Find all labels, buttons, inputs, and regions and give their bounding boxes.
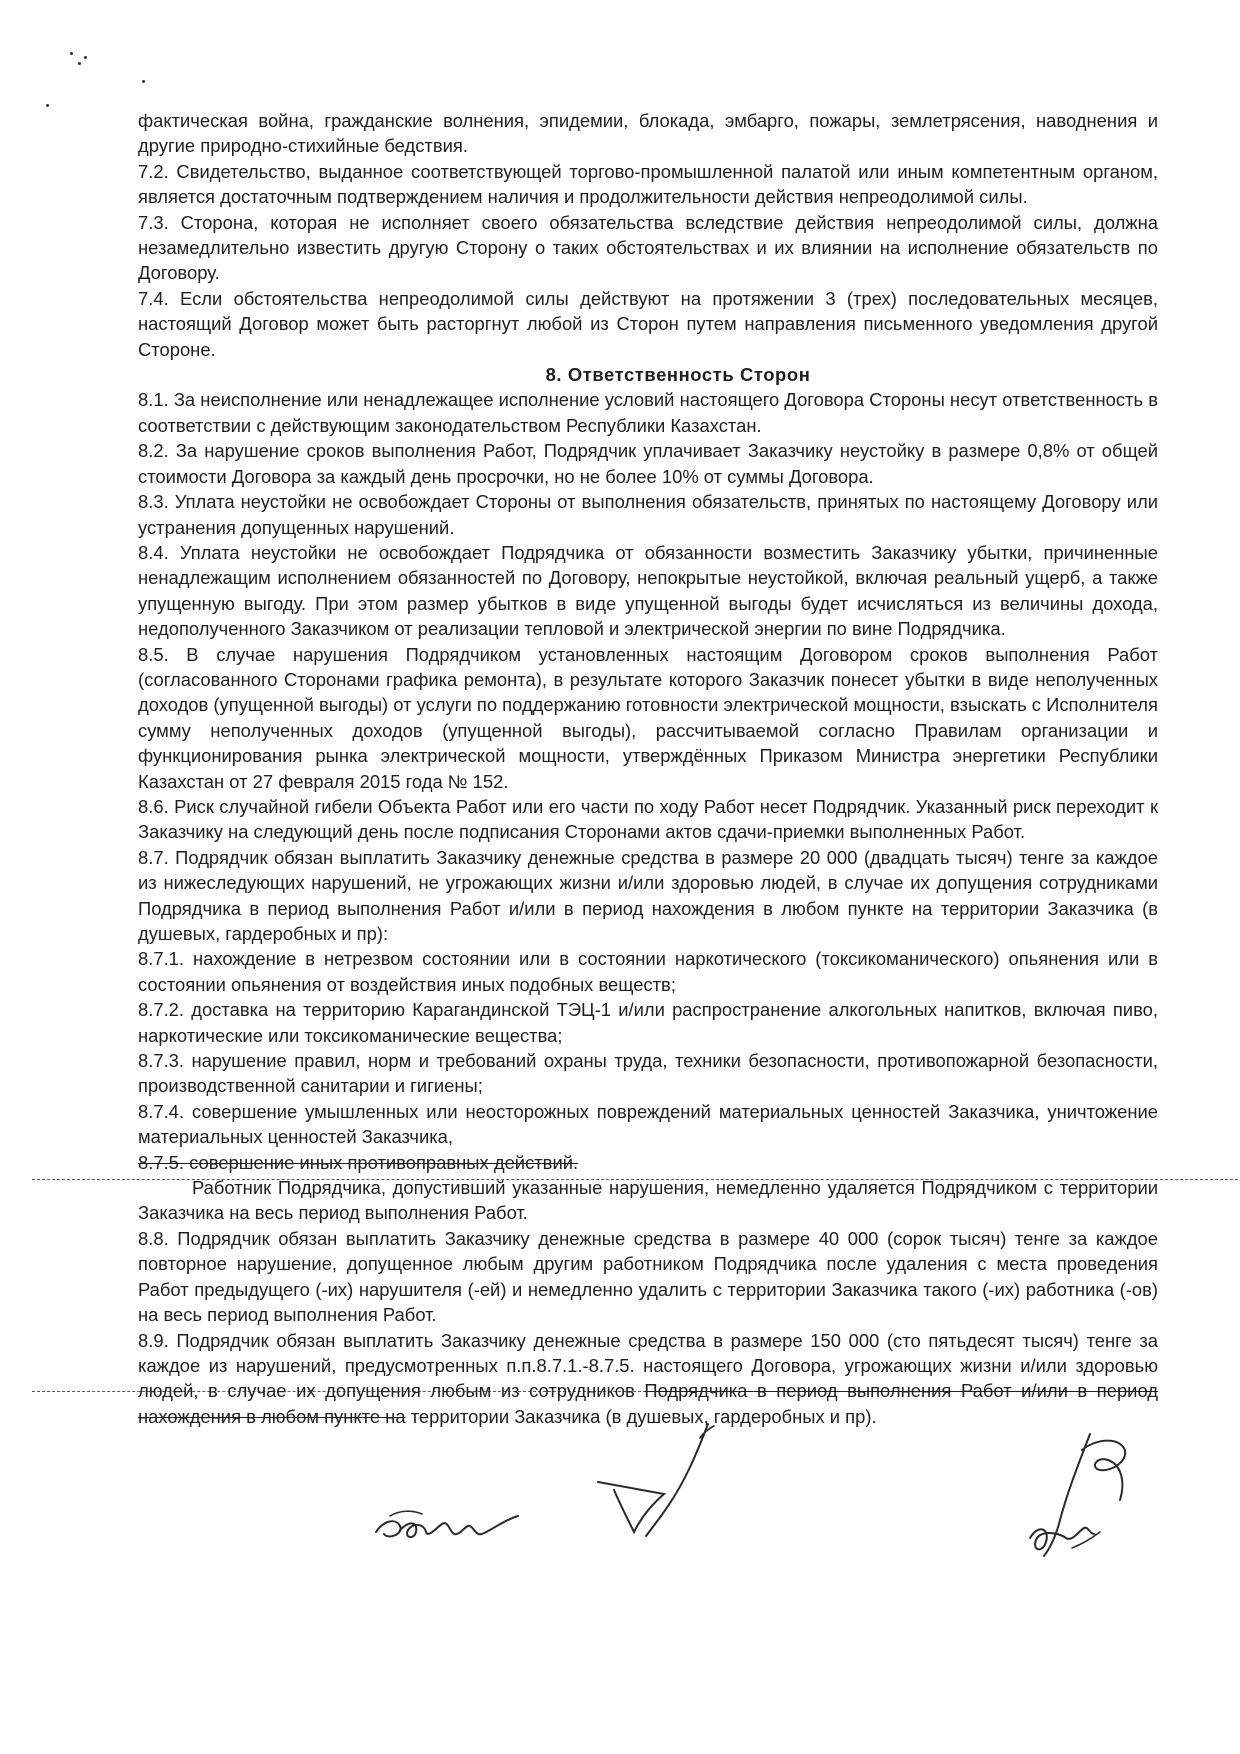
paragraph: 8.2. За нарушение сроков выполнения Работ, Подрядчик уплачивает Заказчику неустойку в размере 0,8% от общей стоимости Договора за каждый день просрочки, но не более 10% от суммы Договора. [138, 440, 1158, 487]
paragraph-8-9-tail: территории Заказчика (в душевых, гардеробных и пр). [410, 1405, 877, 1427]
signature-middle [590, 1420, 740, 1550]
paragraph-8-9 [138, 1328, 1158, 1430]
paragraph: 8.7.4. совершение умышленных или неосторожных повреждений материальных ценностей Заказчика, уничтожение материальных ценностей Заказчика, [138, 1100, 1158, 1148]
paragraph: 8.7.1. нахождение в нетрезвом состоянии или в состоянии наркотического (токсикоманического) опьянения или в состоянии опьянения от воздействия иных подобных веществ; [138, 948, 1158, 995]
paragraph: 8.6. Риск случайной гибели Объекта Работ или его части по ходу Работ несет Подрядчик. Указанный риск переходит к Заказчику на следующий день после подписания Сторонами актов сдачи-приемки выполненных Работ. [138, 795, 1158, 843]
paragraph: 8.7.3. нарушение правил, норм и требований охраны труда, техники безопасности, противопожарной безопасности, производственной санитарии и гигиены; [138, 1050, 1158, 1097]
paragraph: 8.7.2. доставка на территорию Карагандинской ТЭЦ-1 и/или распространение алкогольных напитков, включая пиво, наркотические или токсикоманические вещества; [138, 999, 1158, 1046]
scan-speck [46, 104, 49, 107]
scan-speck [142, 80, 145, 83]
scan-speck [70, 52, 73, 55]
signature-right [1020, 1420, 1170, 1570]
struck-line: 8.7.5. совершение иных противоправных действий. [138, 1151, 579, 1173]
paragraph: 8.1. За неисполнение или ненадлежащее исполнение условий настоящего Договора Стороны несут ответственность в соответствии с действующим законодательством Республики Казахстан. [138, 389, 1158, 436]
paragraph-8-9-struck: Подрядчика в период выполнения Работ и/или в период нахождения в любом пункте на [138, 1380, 1158, 1427]
paragraph: 8.7. Подрядчик обязан выплатить Заказчику денежные средства в размере 20 000 (двадцать тысяч) тенге за каждое из нижеследующих нарушений, не угрожающих жизни и/или здоровью людей, в случае их допущения сотрудниками Подрядчика в период выполнения Работ и/или в период нахождения в любом пункте на территории Заказчика (в душевых, гардеробных и пр): [138, 846, 1158, 944]
paragraph: 7.4. Если обстоятельства непреодолимой силы действуют на протяжении 3 (трех) последовательных месяцев, настоящий Договор может быть расторгнут любой из Сторон путем направления письменного уведомления другой Стороне. [138, 287, 1158, 360]
signature-left [370, 1480, 530, 1560]
paragraph: Работник Подрядчика, допустивший указанные нарушения, немедленно удаляется Подрядчиком с территории Заказчика на весь период выполнения Работ. [138, 1177, 1158, 1224]
section-heading: 8. Ответственность Сторон [545, 364, 811, 386]
paragraph: 8.4. Уплата неустойки не освобождает Подрядчика от обязанности возместить Заказчику убытки, причиненные ненадлежащим исполнением обязанностей по Договору, непокрытые неустойкой, включая реальный ущерб, а также упущенную выгоду. При этом размер убытков в виде упущенной выгоды будет исчисляться из величины дохода, недополученного Заказчиком от реализации тепловой и электрической энергии по вине Подрядчика. [138, 541, 1158, 640]
scan-speck [84, 56, 87, 59]
paragraph: 8.5. В случае нарушения Подрядчиком установленных настоящим Договором сроков выполнения Работ (согласованного Сторонами графика ремонта), в результате которого Заказчик понесет убытки в виде неполученных доходов (упущенной выгоды) от услуги по поддержанию готовности электрической мощности, взыскать с Исполнителя сумму неполученных доходов (упущенной выгоды), рассчитываемой согласно Правилам организации и функционирования рынка электрической мощности, утверждённых Приказом Министра энергетики Республики Казахстан от 27 февраля 2015 года № 152. [138, 643, 1158, 792]
paragraph: фактическая война, гражданские волнения, эпидемии, блокада, эмбарго, пожары, землетрясения, наводнения и другие природно-стихийные бедствия. [138, 110, 1158, 157]
scan-speck [78, 62, 81, 65]
paragraph: 8.3. Уплата неустойки не освобождает Стороны от выполнения обязательств, принятых по настоящему Договору или устранения допущенных нарушений. [138, 491, 1158, 538]
document-body [138, 108, 1158, 1429]
paragraph: 7.3. Сторона, которая не исполняет своего обязательства вследствие действия непреодолимой силы, должна незамедлительно известить другую Сторону о таких обстоятельствах и их влиянии на исполнение обязательств по Договору. [138, 211, 1158, 284]
paragraph-8-9-text: 8.9. Подрядчик обязан выплатить Заказчику денежные средства в размере 150 000 (сто пятьдесят тысяч) тенге за каждое из нарушений, предусмотренных п.п.8.7.1.-8.7.5. настоящего Договора, угрожающих жизни и/или здоровью людей, в случае их допущения любым из сотрудников [138, 1329, 1158, 1402]
paragraph: 8.8. Подрядчик обязан выплатить Заказчику денежные средства в размере 40 000 (сорок тысяч) тенге за каждое повторное нарушение, допущенное любым другим работником Подрядчика после удаления с места проведения Работ предыдущего (-их) нарушителя (-ей) и немедленно удалить с территории Заказчика такого (-их) работника (-ов) на весь период выполнения Работ. [138, 1227, 1158, 1326]
paragraph: 7.2. Свидетельство, выданное соответствующей торгово-промышленной палатой или иным компетентным органом, является достаточным подтверждением наличия и продолжительности действия непреодолимой силы. [138, 160, 1158, 208]
